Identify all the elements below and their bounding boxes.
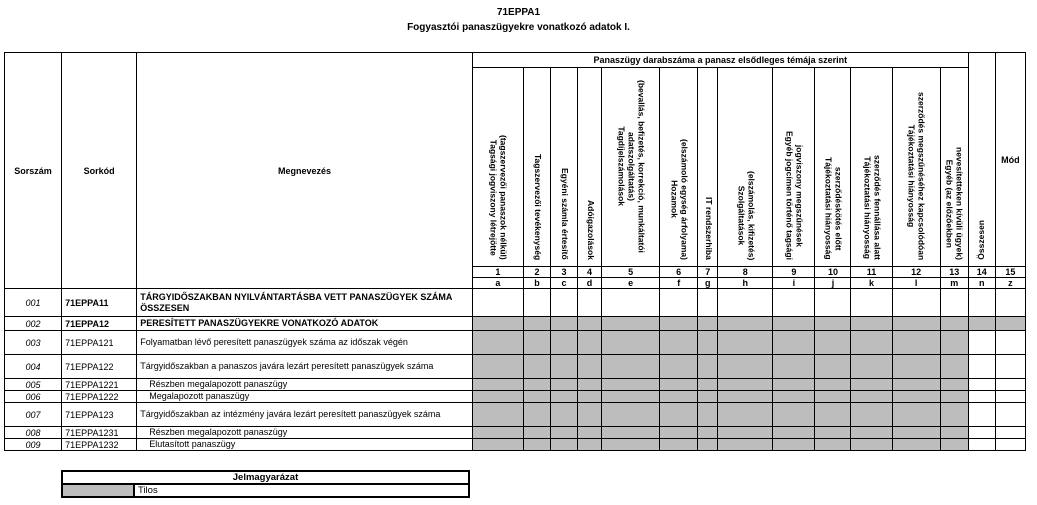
forbidden-cell	[851, 317, 892, 331]
forbidden-cell	[660, 403, 698, 427]
row-sorszam: 002	[5, 317, 62, 331]
forbidden-cell	[892, 317, 940, 331]
col-number: 3	[550, 267, 577, 278]
header-col-line2: szerződés megszűnéséhez kapcsolódóan	[916, 91, 927, 260]
forbidden-cell	[940, 391, 968, 403]
forbidden-cell	[718, 427, 773, 439]
legend	[61, 470, 470, 498]
header-col-label	[585, 196, 595, 264]
forbidden-cell	[892, 379, 940, 391]
forbidden-cell	[815, 427, 851, 439]
forbidden-cell	[523, 403, 550, 427]
row-megnevezes: Folyamatban lévő peresített panaszügyek száma az időszak végén	[137, 331, 473, 355]
forbidden-cell	[718, 379, 773, 391]
forbidden-cell	[523, 427, 550, 439]
forbidden-cell	[815, 391, 851, 403]
row-megnevezes: PERESÍTETT PANASZÜGYEKRE VONATKOZÓ ADATOK	[137, 317, 473, 331]
header-col-5	[602, 68, 660, 267]
header-col-8	[718, 68, 773, 267]
forbidden-cell	[472, 331, 523, 355]
forbidden-cell	[472, 403, 523, 427]
forbidden-cell	[968, 317, 995, 331]
forbidden-cell	[815, 331, 851, 355]
forbidden-cell	[940, 331, 968, 355]
col-number: 9	[773, 267, 815, 278]
header-col-line1: Tagdíjelszámolások	[616, 126, 627, 206]
header-col-label	[669, 135, 689, 264]
header-col-label	[784, 127, 804, 264]
header-col-2	[523, 68, 550, 267]
header-col-line1: Egyéb (az előzőekben	[945, 159, 956, 248]
input-cell[interactable]	[968, 379, 995, 391]
forbidden-cell	[773, 403, 815, 427]
forbidden-cell	[892, 355, 940, 379]
header-col-label	[703, 193, 713, 264]
forbidden-cell	[578, 379, 602, 391]
forbidden-cell	[550, 439, 577, 451]
forbidden-cell	[773, 317, 815, 331]
row-sorszam: 006	[5, 391, 62, 403]
input-cell[interactable]	[968, 289, 995, 317]
col-letter: c	[550, 278, 577, 289]
col-letter: b	[523, 278, 550, 289]
col-number: 7	[698, 267, 718, 278]
forbidden-cell	[602, 439, 660, 451]
forbidden-cell	[940, 317, 968, 331]
input-cell[interactable]	[995, 331, 1025, 355]
forbidden-cell	[602, 403, 660, 427]
forbidden-cell	[851, 427, 892, 439]
data-table	[4, 52, 1026, 451]
forbidden-cell	[472, 427, 523, 439]
input-cell[interactable]	[578, 289, 602, 317]
input-cell[interactable]	[995, 391, 1025, 403]
forbidden-cell	[578, 403, 602, 427]
forbidden-cell	[773, 427, 815, 439]
forbidden-cell	[773, 379, 815, 391]
header-col-label	[488, 131, 508, 264]
table-row	[5, 317, 1026, 331]
forbidden-cell	[602, 427, 660, 439]
legend-swatch	[62, 484, 134, 497]
col-number: 13	[940, 267, 968, 278]
forbidden-cell	[578, 439, 602, 451]
forbidden-cell	[892, 403, 940, 427]
row-sorkod: 71EPPA1221	[62, 379, 137, 391]
header-col-line1: Tájékoztatási hiányosság	[862, 156, 873, 259]
forbidden-cell	[472, 355, 523, 379]
forbidden-cell	[698, 317, 718, 331]
legend-title: Jelmagyarázat	[62, 471, 469, 484]
table-row	[5, 289, 1026, 317]
col-number: 5	[602, 267, 660, 278]
row-megnevezes: Részben megalapozott panaszügy	[137, 379, 473, 391]
forbidden-cell	[718, 331, 773, 355]
header-col-9	[773, 68, 815, 267]
forbidden-cell	[773, 355, 815, 379]
col-number: 10	[815, 267, 851, 278]
header-col-10	[815, 68, 851, 267]
header-col-line1: Tájékoztatási hiányosság	[823, 157, 834, 260]
input-cell[interactable]	[995, 289, 1025, 317]
row-sorkod: 71EPPA123	[62, 403, 137, 427]
row-megnevezes: Elutasított panaszügy	[137, 439, 473, 451]
forbidden-cell	[578, 317, 602, 331]
forbidden-cell	[940, 439, 968, 451]
header-col-label	[532, 150, 542, 264]
forbidden-cell	[602, 391, 660, 403]
col-number: 14	[968, 267, 995, 278]
forbidden-cell	[523, 439, 550, 451]
header-col-line1: Adóigazolások	[585, 200, 596, 260]
row-sorkod: 71EPPA1231	[62, 427, 137, 439]
forbidden-cell	[940, 379, 968, 391]
table-row	[5, 427, 1026, 439]
input-cell[interactable]	[851, 289, 892, 317]
forbidden-cell	[851, 379, 892, 391]
header-col-line1: Szolgáltatások	[736, 185, 747, 246]
forbidden-cell	[940, 403, 968, 427]
forbidden-cell	[718, 317, 773, 331]
forbidden-cell	[472, 379, 523, 391]
forbidden-cell	[602, 355, 660, 379]
row-sorkod: 71EPPA1232	[62, 439, 137, 451]
forbidden-cell	[892, 391, 940, 403]
header-col-1	[472, 68, 523, 267]
input-cell[interactable]	[995, 355, 1025, 379]
col-number: 15	[995, 267, 1025, 278]
forbidden-cell	[892, 427, 940, 439]
header-col-line2: (tagszervezői panaszok nélkül)	[498, 135, 509, 260]
header-col-label	[559, 164, 569, 264]
forbidden-cell	[815, 403, 851, 427]
forbidden-cell	[698, 439, 718, 451]
forbidden-cell	[851, 439, 892, 451]
col-letter: a	[472, 278, 523, 289]
input-cell[interactable]	[523, 289, 550, 317]
col-number: 8	[718, 267, 773, 278]
forbidden-cell	[472, 439, 523, 451]
forbidden-cell	[773, 439, 815, 451]
forbidden-cell	[773, 331, 815, 355]
forbidden-cell	[523, 317, 550, 331]
header-col-line1: Tájékoztatási hiányosság	[907, 124, 918, 228]
forbidden-cell	[851, 391, 892, 403]
header-col-label	[862, 151, 882, 264]
table-row	[5, 379, 1026, 391]
input-cell[interactable]	[550, 289, 577, 317]
report-code-title: 71EPPA1	[496, 7, 541, 18]
col-letter: k	[851, 278, 892, 289]
row-sorkod: 71EPPA121	[62, 331, 137, 355]
input-cell[interactable]	[815, 289, 851, 317]
forbidden-cell	[660, 317, 698, 331]
header-col-label: Összesen	[975, 220, 986, 260]
forbidden-cell	[602, 331, 660, 355]
header-col-11	[851, 68, 892, 267]
col-letter: i	[773, 278, 815, 289]
table-row	[5, 439, 1026, 451]
input-cell[interactable]	[698, 289, 718, 317]
col-letter: m	[940, 278, 968, 289]
header-col-label	[906, 88, 926, 264]
forbidden-cell	[550, 391, 577, 403]
forbidden-cell	[660, 391, 698, 403]
header-col-line1: Hozamok	[669, 180, 680, 219]
input-cell[interactable]	[995, 427, 1025, 439]
input-cell[interactable]	[472, 289, 523, 317]
input-cell[interactable]	[718, 289, 773, 317]
forbidden-cell	[995, 317, 1025, 331]
header-col-line1: Egyéb jogcímen történő tagsági	[784, 131, 795, 260]
forbidden-cell	[815, 379, 851, 391]
row-megnevezes: Részben megalapozott panaszügy	[137, 427, 473, 439]
forbidden-cell	[815, 439, 851, 451]
forbidden-cell	[472, 391, 523, 403]
row-sorszam: 001	[5, 289, 62, 317]
col-letter: e	[602, 278, 660, 289]
row-sorszam: 005	[5, 379, 62, 391]
header-col-label	[823, 153, 843, 264]
forbidden-cell	[773, 391, 815, 403]
forbidden-cell	[550, 427, 577, 439]
forbidden-cell	[698, 403, 718, 427]
forbidden-cell	[815, 355, 851, 379]
forbidden-cell	[940, 355, 968, 379]
forbidden-cell	[718, 355, 773, 379]
forbidden-cell	[892, 439, 940, 451]
header-col-12	[892, 68, 940, 267]
header-col-7	[698, 68, 718, 267]
report-subtitle: Fogyasztói panaszügyekre vonatkozó adatok I.	[407, 22, 630, 33]
header-col-label	[616, 68, 645, 264]
header-col-line1: Tagszervezői tevékenység	[532, 153, 543, 260]
forbidden-cell	[698, 391, 718, 403]
header-col-line2: (elszámolás, kifizetés)	[746, 170, 757, 260]
header-col-line1: Egyéni számla értesítő	[559, 168, 570, 260]
forbidden-cell	[472, 317, 523, 331]
col-letter: h	[718, 278, 773, 289]
header-col-label	[944, 143, 964, 264]
col-letter: g	[698, 278, 718, 289]
forbidden-cell	[550, 317, 577, 331]
input-cell[interactable]	[968, 439, 995, 451]
forbidden-cell	[550, 331, 577, 355]
header-group: Panaszügy darabszáma a panasz elsődleges témája szerint	[472, 53, 968, 68]
header-col-line2: szerződés fennállása alatt	[872, 155, 883, 260]
row-sorszam: 007	[5, 403, 62, 427]
header-col-line1: IT rendszerhiba	[703, 197, 714, 260]
forbidden-cell	[578, 355, 602, 379]
row-sorkod: 71EPPA122	[62, 355, 137, 379]
row-megnevezes: TÁRGYIDŐSZAKBAN NYILVÁNTARTÁSBA VETT PANASZÜGYEK SZÁMA ÖSSZESEN	[137, 289, 473, 317]
header-col-line2: (bevallás, befizetés, korrekció, munkáltatói adatszolgáltatás)	[626, 79, 647, 253]
forbidden-cell	[660, 331, 698, 355]
input-cell[interactable]	[968, 403, 995, 427]
forbidden-cell	[578, 391, 602, 403]
header-col-3	[550, 68, 577, 267]
forbidden-cell	[718, 391, 773, 403]
col-letter: l	[892, 278, 940, 289]
header-megnevezes: Megnevezés	[137, 53, 473, 289]
col-letter: d	[578, 278, 602, 289]
header-col-mod: Mód	[995, 53, 1025, 267]
input-cell[interactable]	[968, 331, 995, 355]
input-cell[interactable]	[602, 289, 660, 317]
row-sorkod: 71EPPA12	[62, 317, 137, 331]
row-sorkod: 71EPPA11	[62, 289, 137, 317]
header-col-line2: jogviszony megszűnések	[794, 144, 805, 247]
input-cell[interactable]	[995, 439, 1025, 451]
col-letter: n	[968, 278, 995, 289]
forbidden-cell	[660, 439, 698, 451]
table-row	[5, 403, 1026, 427]
header-col-line2: (elszámoló egység árfolyama)	[679, 139, 690, 260]
input-cell[interactable]	[968, 427, 995, 439]
col-number: 1	[472, 267, 523, 278]
forbidden-cell	[851, 331, 892, 355]
forbidden-cell	[698, 427, 718, 439]
forbidden-cell	[660, 427, 698, 439]
forbidden-cell	[578, 427, 602, 439]
col-number: 6	[660, 267, 698, 278]
forbidden-cell	[892, 331, 940, 355]
row-megnevezes: Tárgyidőszakban az intézmény javára lezárt peresített panaszügyek száma	[137, 403, 473, 427]
input-cell[interactable]	[660, 289, 698, 317]
forbidden-cell	[940, 427, 968, 439]
forbidden-cell	[602, 379, 660, 391]
header-col-line2: szerződéskötés előtt	[833, 166, 844, 251]
col-number: 12	[892, 267, 940, 278]
forbidden-cell	[550, 379, 577, 391]
legend-label: Tilos	[134, 484, 469, 497]
forbidden-cell	[698, 331, 718, 355]
forbidden-cell	[815, 317, 851, 331]
col-number: 2	[523, 267, 550, 278]
header-col-6	[660, 68, 698, 267]
forbidden-cell	[851, 403, 892, 427]
forbidden-cell	[660, 379, 698, 391]
forbidden-cell	[550, 355, 577, 379]
header-col-label	[736, 167, 756, 264]
input-cell[interactable]	[773, 289, 815, 317]
forbidden-cell	[523, 379, 550, 391]
forbidden-cell	[718, 439, 773, 451]
input-cell[interactable]	[968, 391, 995, 403]
table-row	[5, 355, 1026, 379]
header-col-13	[940, 68, 968, 267]
row-sorkod: 71EPPA1222	[62, 391, 137, 403]
forbidden-cell	[523, 331, 550, 355]
header-col-line2: nevesítetteken kívüli ügyek)	[954, 147, 965, 260]
header-col-osszesen	[968, 53, 995, 267]
col-number: 4	[578, 267, 602, 278]
forbidden-cell	[660, 355, 698, 379]
input-cell[interactable]	[995, 379, 1025, 391]
col-letter: j	[815, 278, 851, 289]
row-megnevezes: Tárgyidőszakban a panaszos javára lezárt peresített panaszügyek száma	[137, 355, 473, 379]
table-row	[5, 391, 1026, 403]
forbidden-cell	[698, 355, 718, 379]
forbidden-cell	[602, 317, 660, 331]
row-sorszam: 008	[5, 427, 62, 439]
input-cell[interactable]	[892, 289, 940, 317]
header-col-line1: Tagsági jogviszony létrejötte	[488, 139, 499, 256]
header-sorkod: Sorkód	[62, 53, 137, 289]
forbidden-cell	[550, 403, 577, 427]
forbidden-cell	[523, 355, 550, 379]
header-sorszam: Sorszám	[5, 53, 62, 289]
row-sorszam: 004	[5, 355, 62, 379]
col-number: 11	[851, 267, 892, 278]
forbidden-cell	[578, 331, 602, 355]
row-sorszam: 003	[5, 331, 62, 355]
forbidden-cell	[698, 379, 718, 391]
forbidden-cell	[851, 355, 892, 379]
input-cell[interactable]	[968, 355, 995, 379]
col-letter: z	[995, 278, 1025, 289]
forbidden-cell	[523, 391, 550, 403]
row-sorszam: 009	[5, 439, 62, 451]
row-megnevezes: Megalapozott panaszügy	[137, 391, 473, 403]
input-cell[interactable]	[995, 403, 1025, 427]
input-cell[interactable]	[940, 289, 968, 317]
header-col-4	[578, 68, 602, 267]
table-row	[5, 331, 1026, 355]
col-letter: f	[660, 278, 698, 289]
forbidden-cell	[718, 403, 773, 427]
